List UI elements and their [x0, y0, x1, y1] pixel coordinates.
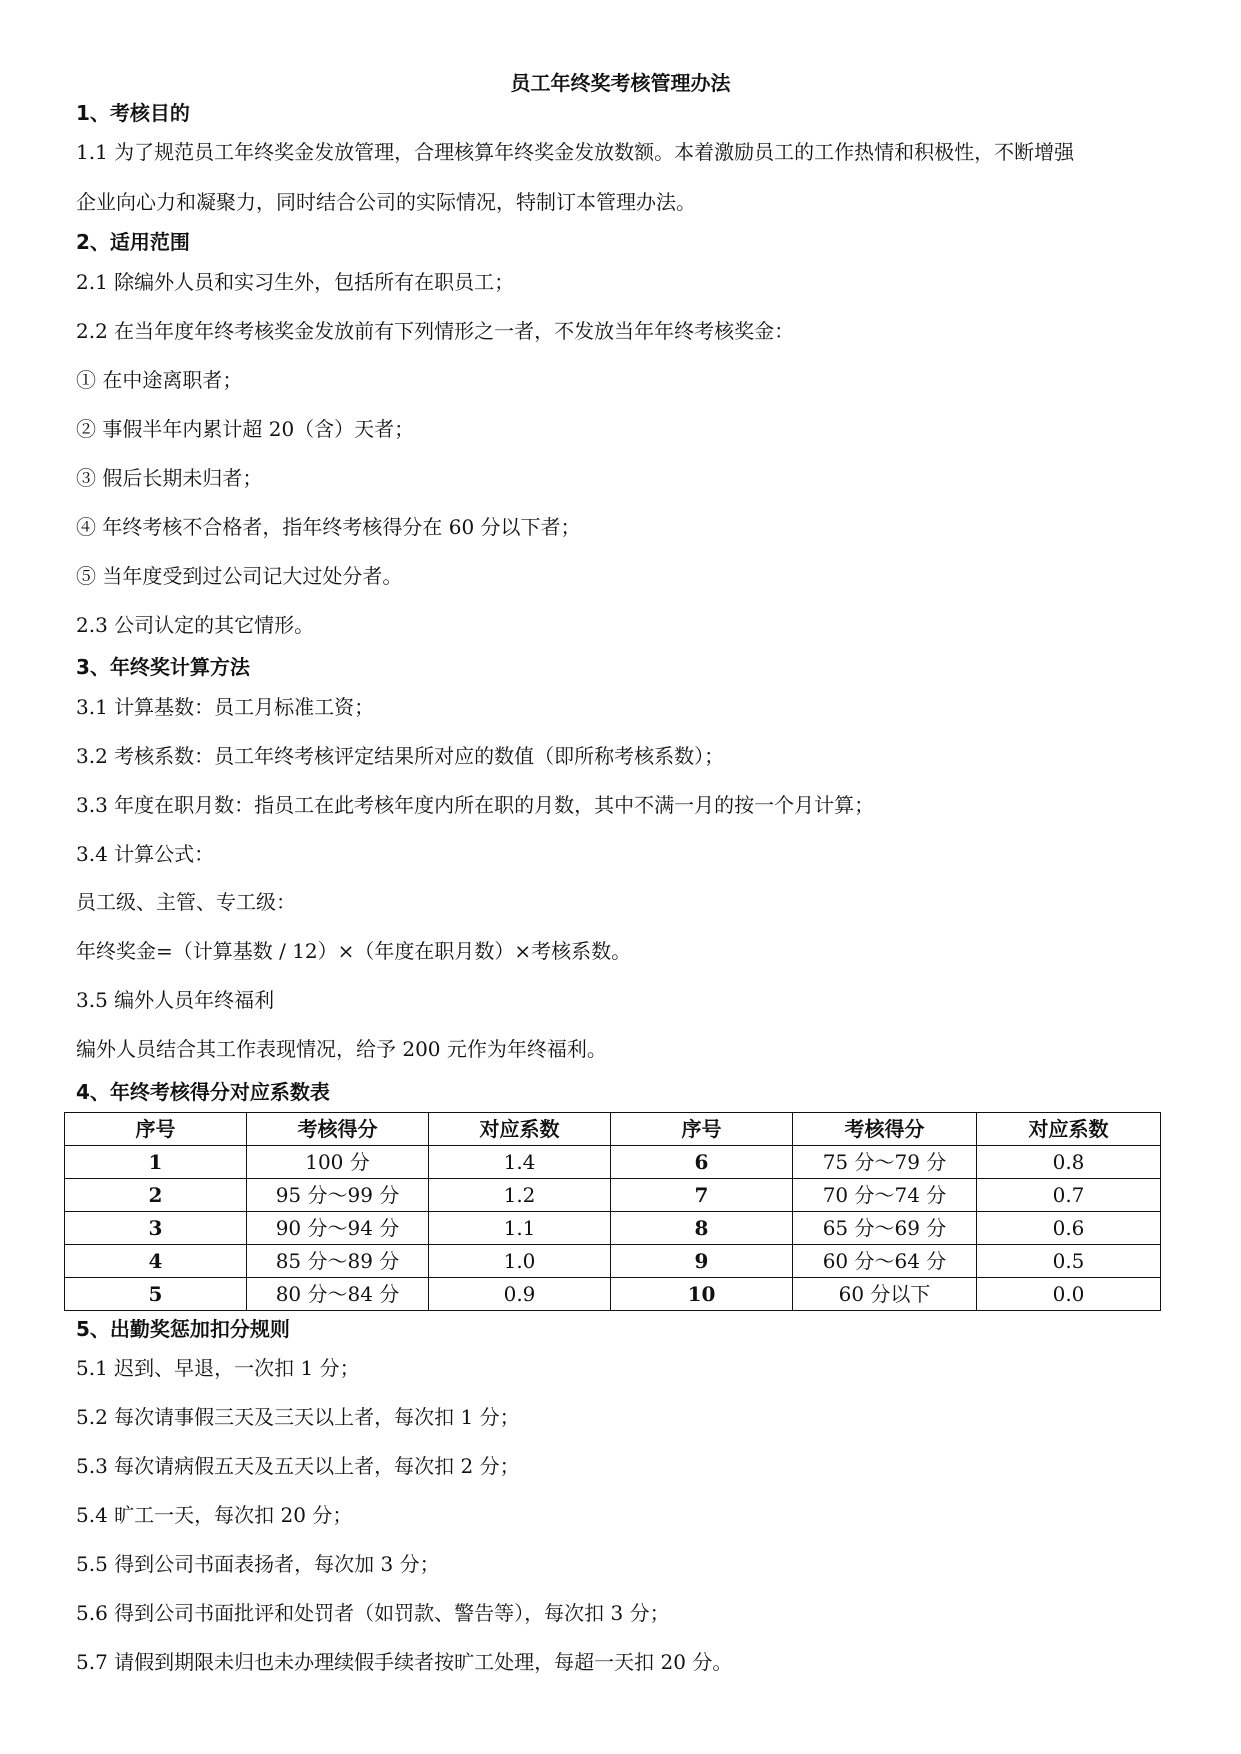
- paragraph-5-4: 5.4 旷工一天，每次扣 20 分；: [76, 1503, 353, 1527]
- cell-score: 70 分～74 分: [793, 1179, 977, 1212]
- cell-score: 60 分以下: [793, 1278, 977, 1311]
- cell-score: 60 分～64 分: [793, 1245, 977, 1278]
- paragraph-2-1: 2.1 除编外人员和实习生外，包括所有在职员工；: [76, 270, 515, 294]
- section-4-heading: 4、年终考核得分对应系数表: [76, 1080, 330, 1104]
- cell-score: 90 分～94 分: [247, 1212, 429, 1245]
- cell-index: 9: [611, 1245, 793, 1278]
- header-coefficient: 对应系数: [429, 1113, 611, 1146]
- header-score: 考核得分: [247, 1113, 429, 1146]
- document-title: 员工年终奖考核管理办法: [510, 71, 731, 95]
- cell-score: 65 分～69 分: [793, 1212, 977, 1245]
- paragraph-3-formula: 年终奖金=（计算基数 / 12）×（年度在职月数）×考核系数。: [76, 939, 632, 963]
- cell-score: 95 分～99 分: [247, 1179, 429, 1212]
- cell-index: 1: [65, 1146, 247, 1179]
- cell-coefficient: 0.7: [977, 1179, 1161, 1212]
- paragraph-3-5-detail: 编外人员结合其工作表现情况，给予 200 元作为年终福利。: [76, 1037, 607, 1061]
- paragraph-5-2: 5.2 每次请事假三天及三天以上者，每次扣 1 分；: [76, 1405, 520, 1429]
- condition-5: ⑤ 当年度受到过公司记大过处分者。: [76, 564, 403, 588]
- paragraph-5-1: 5.1 迟到、早退，一次扣 1 分；: [76, 1356, 360, 1380]
- cell-index: 10: [611, 1278, 793, 1311]
- paragraph-5-7: 5.7 请假到期限未归也未办理续假手续者按旷工处理，每超一天扣 20 分。: [76, 1650, 733, 1674]
- condition-2: ② 事假半年内累计超 20（含）天者；: [76, 417, 415, 441]
- cell-score: 75 分～79 分: [793, 1146, 977, 1179]
- header-index: 序号: [611, 1113, 793, 1146]
- condition-1: ① 在中途离职者；: [76, 368, 243, 392]
- cell-coefficient: 0.0: [977, 1278, 1161, 1311]
- paragraph-3-1: 3.1 计算基数：员工月标准工资；: [76, 695, 375, 719]
- cell-index: 8: [611, 1212, 793, 1245]
- cell-coefficient: 0.5: [977, 1245, 1161, 1278]
- paragraph-1-1: 1.1 为了规范员工年终奖金发放管理，合理核算年终奖金发放数额。本着激励员工的工作热情和积极性，不断增强: [76, 140, 1075, 164]
- paragraph-2-3: 2.3 公司认定的其它情形。: [76, 613, 315, 637]
- paragraph-5-5: 5.5 得到公司书面表扬者，每次加 3 分；: [76, 1552, 440, 1576]
- table-row: [65, 1212, 1161, 1245]
- cell-score: 85 分～89 分: [247, 1245, 429, 1278]
- condition-3: ③ 假后长期未归者；: [76, 466, 263, 490]
- paragraph-3-2: 3.2 考核系数：员工年终考核评定结果所对应的数值（即所称考核系数）；: [76, 744, 725, 768]
- paragraph-5-6: 5.6 得到公司书面批评和处罚者（如罚款、警告等），每次扣 3 分；: [76, 1601, 670, 1625]
- cell-score: 80 分～84 分: [247, 1278, 429, 1311]
- cell-coefficient: 1.1: [429, 1212, 611, 1245]
- paragraph-5-3: 5.3 每次请病假五天及五天以上者，每次扣 2 分；: [76, 1454, 520, 1478]
- cell-index: 5: [65, 1278, 247, 1311]
- table-header-row: [65, 1113, 1161, 1146]
- coefficient-table: [64, 1112, 1161, 1311]
- paragraph-2-2: 2.2 在当年度年终考核奖金发放前有下列情形之一者，不发放当年年终考核奖金：: [76, 319, 795, 343]
- section-1-heading: 1、考核目的: [76, 101, 190, 125]
- section-3-heading: 3、年终奖计算方法: [76, 655, 250, 679]
- paragraph-3-4: 3.4 计算公式：: [76, 842, 215, 866]
- paragraph-1-1-cont: 企业向心力和凝聚力，同时结合公司的实际情况，特制订本管理办法。: [76, 190, 696, 214]
- cell-coefficient: 0.9: [429, 1278, 611, 1311]
- cell-index: 6: [611, 1146, 793, 1179]
- cell-coefficient: 1.2: [429, 1179, 611, 1212]
- table-row: [65, 1245, 1161, 1278]
- condition-4: ④ 年终考核不合格者，指年终考核得分在 60 分以下者；: [76, 515, 581, 539]
- paragraph-3-staff-level: 员工级、主管、专工级：: [76, 890, 296, 914]
- header-index: 序号: [65, 1113, 247, 1146]
- table-row: [65, 1278, 1161, 1311]
- paragraph-3-5: 3.5 编外人员年终福利: [76, 988, 275, 1012]
- header-coefficient: 对应系数: [977, 1113, 1161, 1146]
- cell-coefficient: 0.8: [977, 1146, 1161, 1179]
- cell-index: 2: [65, 1179, 247, 1212]
- cell-coefficient: 0.6: [977, 1212, 1161, 1245]
- section-2-heading: 2、适用范围: [76, 230, 190, 254]
- cell-index: 7: [611, 1179, 793, 1212]
- cell-coefficient: 1.0: [429, 1245, 611, 1278]
- cell-score: 100 分: [247, 1146, 429, 1179]
- cell-coefficient: 1.4: [429, 1146, 611, 1179]
- table-row: [65, 1146, 1161, 1179]
- header-score: 考核得分: [793, 1113, 977, 1146]
- cell-index: 3: [65, 1212, 247, 1245]
- table-row: [65, 1179, 1161, 1212]
- paragraph-3-3: 3.3 年度在职月数：指员工在此考核年度内所在职的月数，其中不满一月的按一个月计算；: [76, 793, 875, 817]
- cell-index: 4: [65, 1245, 247, 1278]
- section-5-heading: 5、出勤奖惩加扣分规则: [76, 1317, 290, 1341]
